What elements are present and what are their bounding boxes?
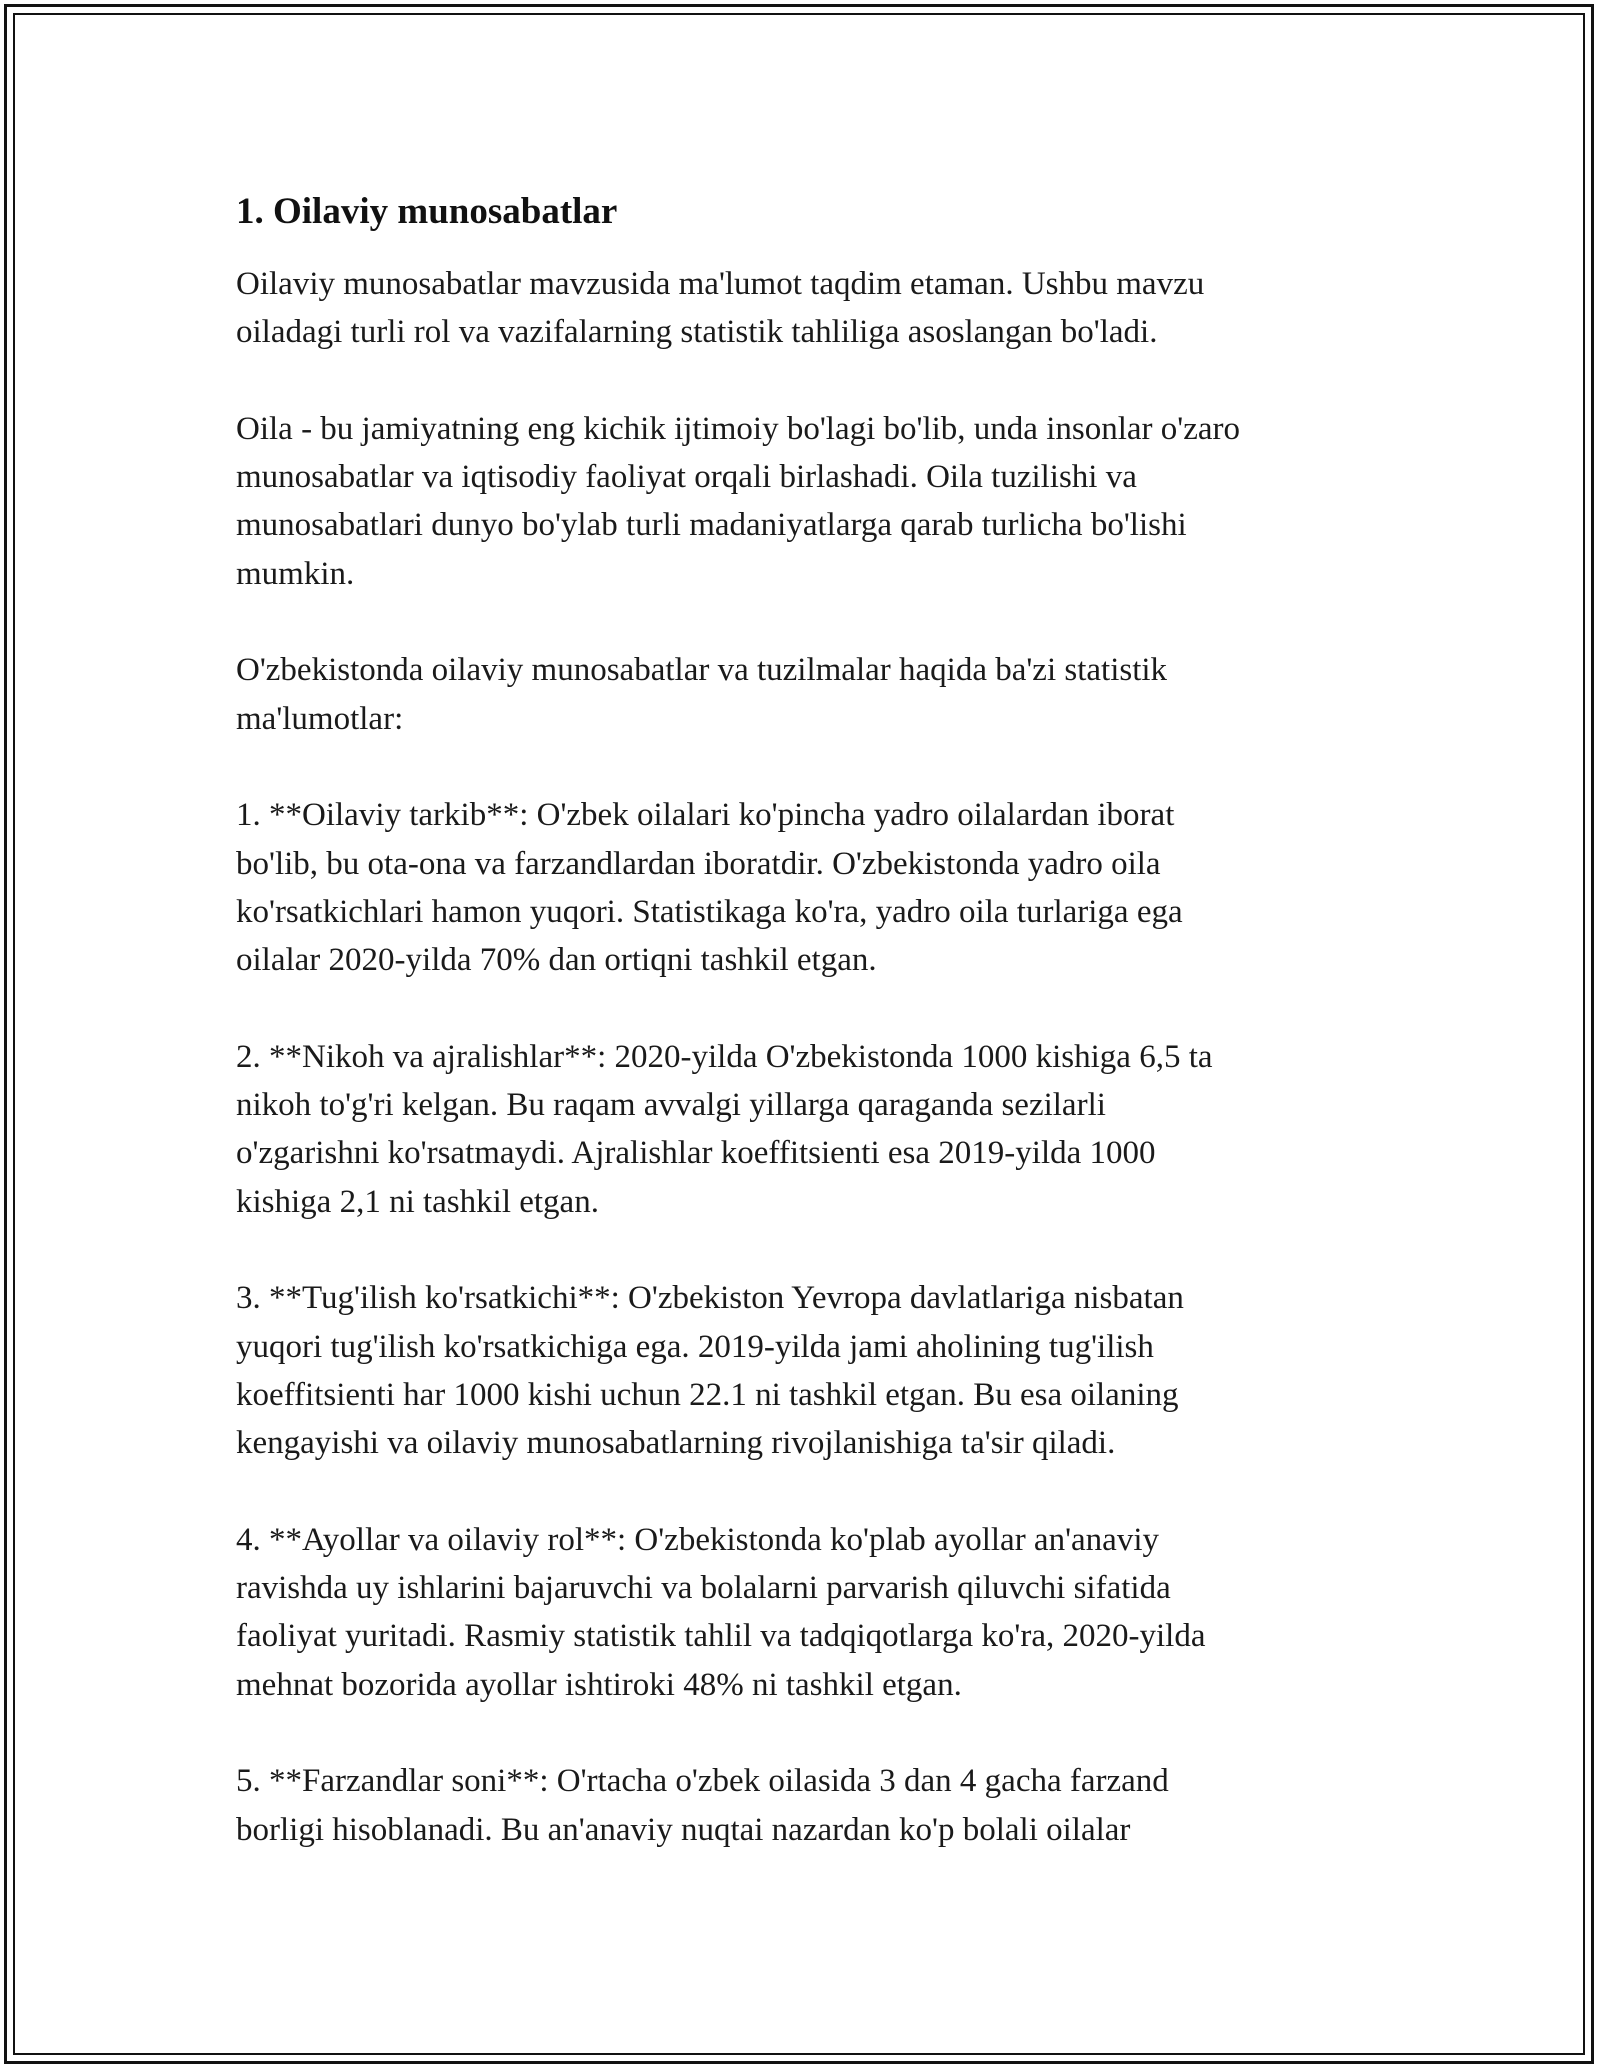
paragraph-family-definition: [236, 405, 1386, 598]
text-line: oilalar 2020-yilda 70% dan ortiqni tashkil etgan.: [236, 942, 877, 979]
text-line: nikoh to'g'ri kelgan. Bu raqam avvalgi yillarga qaraganda sezilarli: [236, 1087, 1106, 1124]
list-item-women-family-role: [236, 1516, 1386, 1709]
document-body: [236, 188, 1386, 1902]
text-line: kishiga 2,1 ni tashkil etgan.: [236, 1183, 599, 1220]
text-line: 3. **Tug'ilish ko'rsatkichi**: O'zbekiston Yevropa davlatlariga nisbatan: [236, 1280, 1184, 1317]
text-line: borligi hisoblanadi. Bu an'anaviy nuqtai nazardan ko'p bolali oilalar: [236, 1811, 1131, 1848]
text-line: bo'lib, bu ota-ona va farzandlardan iboratdir. O'zbekistonda yadro oila: [236, 845, 1161, 882]
text-line: 1. **Oilaviy tarkib**: O'zbek oilalari ko'pincha yadro oilalardan iborat: [236, 797, 1175, 834]
text-line: koeffitsienti har 1000 kishi uchun 22.1 ni tashkil etgan. Bu esa oilaning: [236, 1376, 1179, 1413]
text-line: ko'rsatkichlari hamon yuqori. Statistikaga ko'ra, yadro oila turlariga ega: [236, 893, 1183, 930]
text-line: mehnat bozorida ayollar ishtiroki 48% ni tashkil etgan.: [236, 1666, 962, 1703]
text-line: 5. **Farzandlar soni**: O'rtacha o'zbek oilasida 3 dan 4 gacha farzand: [236, 1763, 1169, 1800]
text-line: O'zbekistonda oilaviy munosabatlar va tuzilmalar haqida ba'zi statistik: [236, 652, 1168, 689]
list-item-birth-rate: [236, 1274, 1386, 1467]
text-line: munosabatlari dunyo bo'ylab turli madaniyatlarga qarab turlicha bo'lishi: [236, 507, 1187, 544]
list-item-number-of-children: [236, 1757, 1386, 1854]
list-item-marriage-divorce: [236, 1033, 1386, 1226]
text-line: ravishda uy ishlarini bajaruvchi va bolalarni parvarish qiluvchi sifatida: [236, 1570, 1171, 1607]
text-line: ma'lumotlar:: [236, 700, 404, 737]
text-line: yuqori tug'ilish ko'rsatkichiga ega. 2019-yilda jami aholining tug'ilish: [236, 1328, 1154, 1365]
text-line: Oilaviy munosabatlar mavzusida ma'lumot taqdim etaman. Ushbu mavzu: [236, 266, 1205, 302]
text-line: mumkin.: [236, 555, 355, 592]
paragraph-statistics-intro: [236, 646, 1386, 743]
text-line: munosabatlar va iqtisodiy faoliyat orqali birlashadi. Oila tuzilishi va: [236, 459, 1137, 496]
text-line: 2. **Nikoh va ajralishlar**: 2020-yilda O'zbekistonda 1000 kishiga 6,5 ta: [236, 1038, 1213, 1075]
text-line: oiladagi turli rol va vazifalarning statistik tahliliga asoslangan bo'ladi.: [236, 314, 1158, 351]
paragraph-intro: [236, 260, 1386, 357]
text-line: Oila - bu jamiyatning eng kichik ijtimoiy bo'lagi bo'lib, unda insonlar o'zaro: [236, 410, 1240, 447]
text-line: kengayishi va oilaviy munosabatlarning rivojlanishiga ta'sir qiladi.: [236, 1425, 1116, 1462]
text-line: faoliyat yuritadi. Rasmiy statistik tahlil va tadqiqotlarga ko'ra, 2020-yilda: [236, 1618, 1206, 1655]
list-item-family-composition: [236, 791, 1386, 984]
page-title: 1. Oilaviy munosabatlar: [236, 191, 618, 232]
text-line: o'zgarishni ko'rsatmaydi. Ajralishlar koeffitsienti esa 2019-yilda 1000: [236, 1135, 1156, 1172]
text-line: 4. **Ayollar va oilaviy rol**: O'zbekistonda ko'plab ayollar an'anaviy: [236, 1521, 1159, 1558]
